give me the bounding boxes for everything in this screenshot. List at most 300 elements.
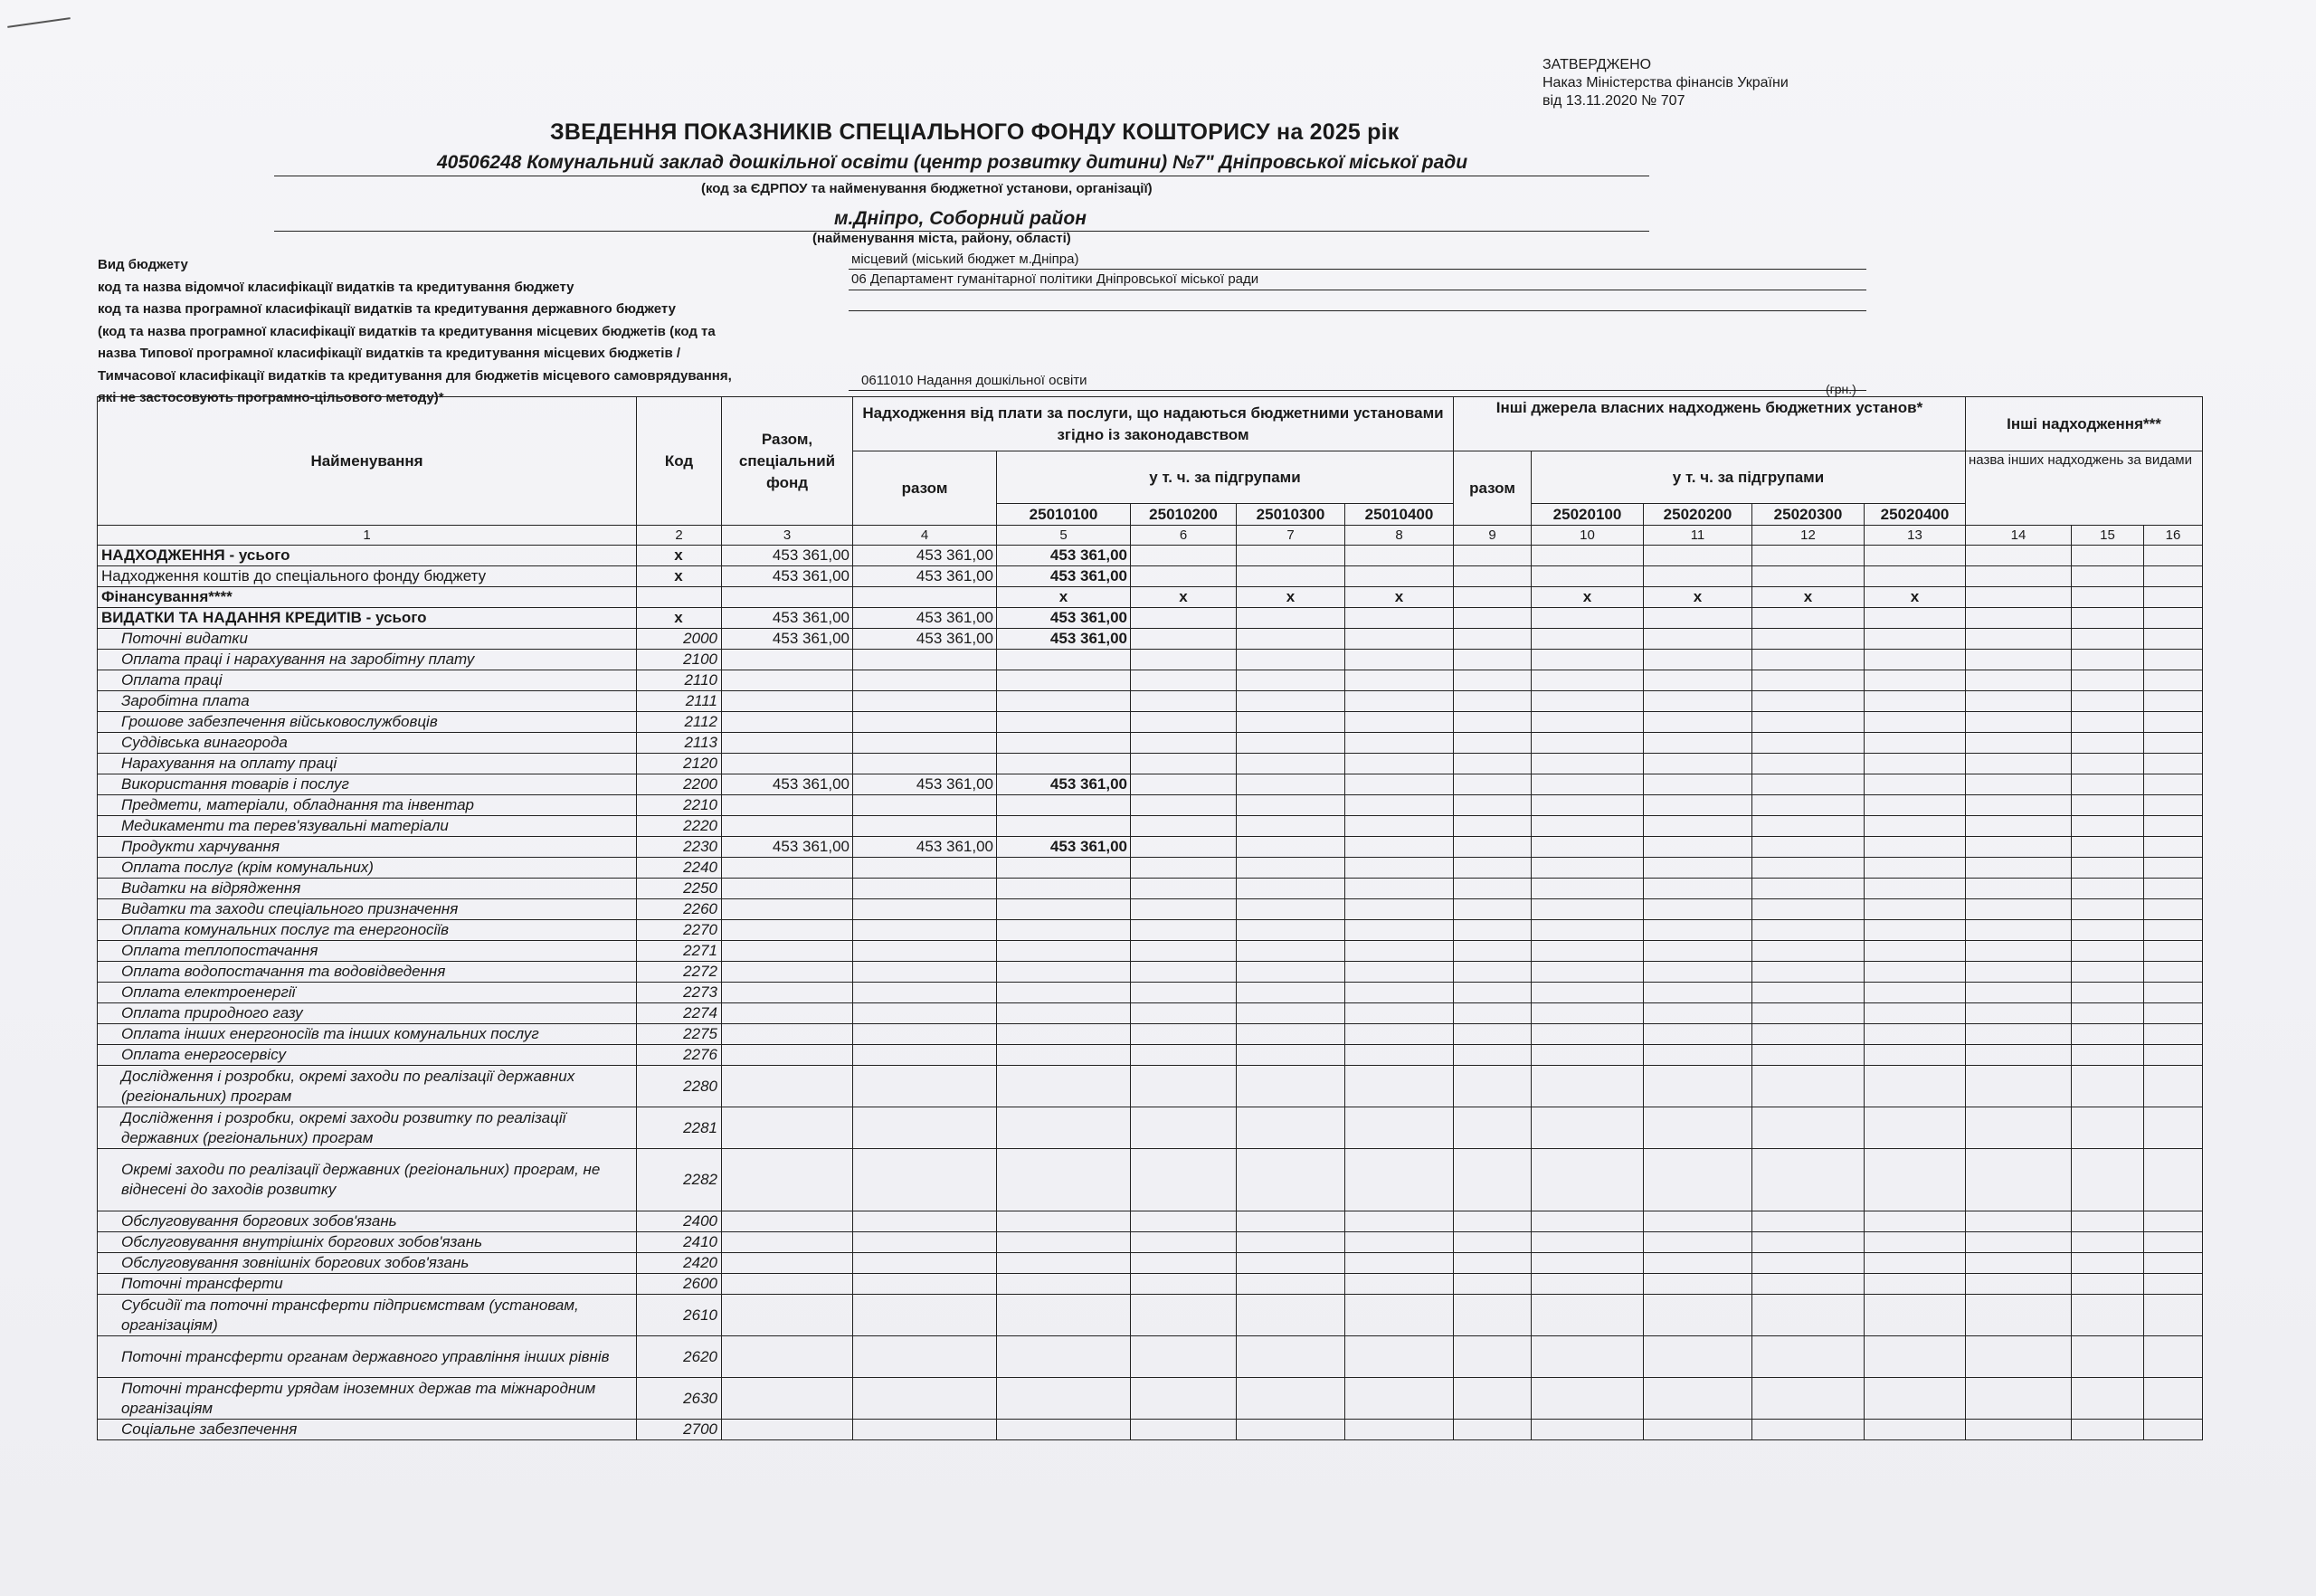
row-name: Окремі заходи по реалізації державних (регіональних) програм, не віднесені до заходів розвитку <box>98 1149 637 1211</box>
column-number-9: 9 <box>1454 526 1532 546</box>
row-cell <box>2072 650 2144 670</box>
row-name: Оплата електроенергії <box>98 983 637 1003</box>
row-cell <box>1966 941 2072 962</box>
row-name: Дослідження і розробки, окремі заходи розвитку по реалізації державних (регіональних) програм <box>98 1107 637 1149</box>
row-cell <box>1752 1024 1865 1045</box>
row-cell <box>1966 1253 2072 1274</box>
row-cell <box>1237 1232 1345 1253</box>
row-total-special <box>722 1024 853 1045</box>
city-caption: (найменування міста, району, області) <box>812 231 1071 246</box>
row-cell <box>1131 712 1237 733</box>
row-cell <box>1237 1420 1345 1440</box>
row-total-special <box>722 1378 853 1420</box>
column-number-13: 13 <box>1865 526 1966 546</box>
label-program-local-1: (код та назва програмної класифікації видатків та кредитування місцевих бюджетів (код та <box>98 323 716 339</box>
row-code-25010100 <box>997 1420 1131 1440</box>
row-code: 2230 <box>637 837 722 858</box>
row-name: Оплата природного газу <box>98 1003 637 1024</box>
row-cell <box>1966 754 2072 774</box>
row-services-subtotal <box>853 1295 997 1336</box>
table-row <box>98 1003 2203 1024</box>
row-cell <box>1966 1211 2072 1232</box>
column-number-10: 10 <box>1532 526 1644 546</box>
row-cell <box>1454 1211 1532 1232</box>
row-cell <box>1237 733 1345 754</box>
row-cell <box>1237 1336 1345 1378</box>
row-cell <box>1966 1336 2072 1378</box>
row-cell <box>1752 566 1865 587</box>
table-row <box>98 837 2203 858</box>
row-cell <box>1644 1045 1752 1066</box>
table-row <box>98 1107 2203 1149</box>
row-cell <box>1131 837 1237 858</box>
classification-labels <box>98 254 732 410</box>
row-cell <box>1966 837 2072 858</box>
table-row <box>98 795 2203 816</box>
row-code: 2120 <box>637 754 722 774</box>
table-row <box>98 899 2203 920</box>
row-cell <box>1345 983 1454 1003</box>
row-cell <box>2144 712 2203 733</box>
row-total-special <box>722 983 853 1003</box>
row-cell <box>1752 1149 1865 1211</box>
row-cell <box>1966 1149 2072 1211</box>
approval-line-1: ЗАТВЕРДЖЕНО <box>1542 57 1652 72</box>
row-cell <box>1966 774 2072 795</box>
row-name: Оплата інших енергоносіїв та інших комунальних послуг <box>98 1024 637 1045</box>
row-cell <box>1532 983 1644 1003</box>
table-row <box>98 691 2203 712</box>
row-cell <box>1454 608 1532 629</box>
row-cell <box>1752 774 1865 795</box>
row-name: Поточні трансферти органам державного управління інших рівнів <box>98 1336 637 1378</box>
row-cell <box>1532 1149 1644 1211</box>
row-cell <box>1454 983 1532 1003</box>
row-cell: х <box>1752 587 1865 608</box>
row-cell <box>1966 1003 2072 1024</box>
row-cell <box>1644 670 1752 691</box>
row-cell: х <box>1865 587 1966 608</box>
row-cell <box>1532 941 1644 962</box>
row-cell <box>1237 1024 1345 1045</box>
row-cell <box>2144 983 2203 1003</box>
row-name: Оплата праці і нарахування на заробітну плату <box>98 650 637 670</box>
row-cell <box>1644 650 1752 670</box>
row-cell <box>1454 587 1532 608</box>
row-code-25010100 <box>997 691 1131 712</box>
row-cell <box>1345 629 1454 650</box>
row-cell <box>1454 1045 1532 1066</box>
header-code-25020300: 25020300 <box>1752 504 1865 526</box>
row-cell <box>1865 962 1966 983</box>
row-cell <box>2144 1253 2203 1274</box>
row-cell <box>2072 754 2144 774</box>
row-cell <box>2144 1003 2203 1024</box>
row-cell <box>1644 858 1752 879</box>
row-services-subtotal: 453 361,00 <box>853 629 997 650</box>
row-name: Поточні трансферти урядам іноземних держав та міжнародним організаціям <box>98 1378 637 1420</box>
row-code: 2271 <box>637 941 722 962</box>
row-cell <box>1865 546 1966 566</box>
header-code-25010200: 25010200 <box>1131 504 1237 526</box>
row-total-special <box>722 733 853 754</box>
row-cell <box>1532 774 1644 795</box>
row-total-special <box>722 962 853 983</box>
row-code-25010100 <box>997 795 1131 816</box>
table-row <box>98 1149 2203 1211</box>
row-cell <box>1865 1211 1966 1232</box>
row-cell <box>1752 941 1865 962</box>
row-cell <box>1131 650 1237 670</box>
row-total-special <box>722 941 853 962</box>
row-cell <box>1454 941 1532 962</box>
row-services-subtotal <box>853 1045 997 1066</box>
row-code-25010100 <box>997 1003 1131 1024</box>
row-cell <box>1966 670 2072 691</box>
header-code-25020400: 25020400 <box>1865 504 1966 526</box>
row-cell <box>1966 608 2072 629</box>
row-cell <box>1865 566 1966 587</box>
table-row <box>98 774 2203 795</box>
row-cell <box>1237 1211 1345 1232</box>
row-cell <box>1752 962 1865 983</box>
row-code: 2620 <box>637 1336 722 1378</box>
row-cell <box>2072 1024 2144 1045</box>
row-cell <box>1966 629 2072 650</box>
row-cell <box>1966 920 2072 941</box>
row-name: Надходження коштів до спеціального фонду бюджету <box>98 566 637 587</box>
row-cell <box>1865 941 1966 962</box>
row-total-special <box>722 1045 853 1066</box>
row-cell <box>1644 837 1752 858</box>
row-code: 2600 <box>637 1274 722 1295</box>
department-value: 06 Департамент гуманітарної політики Дніпровської міської ради <box>851 271 1259 287</box>
table-row <box>98 754 2203 774</box>
row-cell <box>1131 1024 1237 1045</box>
row-cell <box>1454 1378 1532 1420</box>
row-cell <box>1644 774 1752 795</box>
row-cell <box>2144 546 2203 566</box>
row-cell <box>1644 608 1752 629</box>
row-cell <box>1644 1295 1752 1336</box>
row-cell <box>1131 941 1237 962</box>
header-code-25010300: 25010300 <box>1237 504 1345 526</box>
row-cell <box>1532 816 1644 837</box>
row-cell <box>1345 1024 1454 1045</box>
row-cell <box>1454 858 1532 879</box>
row-cell <box>1237 1045 1345 1066</box>
row-cell <box>1345 1211 1454 1232</box>
row-cell <box>1966 962 2072 983</box>
row-code: 2282 <box>637 1149 722 1211</box>
row-code: 2260 <box>637 899 722 920</box>
row-cell <box>1966 650 2072 670</box>
row-cell <box>1865 754 1966 774</box>
row-cell <box>1237 941 1345 962</box>
row-services-subtotal <box>853 858 997 879</box>
row-cell <box>2072 608 2144 629</box>
row-cell <box>1345 670 1454 691</box>
row-cell <box>2072 691 2144 712</box>
row-cell <box>1644 733 1752 754</box>
row-cell <box>1644 712 1752 733</box>
row-services-subtotal <box>853 1149 997 1211</box>
row-cell <box>1345 920 1454 941</box>
row-cell <box>1454 1420 1532 1440</box>
row-services-subtotal <box>853 1336 997 1378</box>
row-code: 2276 <box>637 1045 722 1066</box>
row-cell <box>1966 1274 2072 1295</box>
row-cell <box>1345 816 1454 837</box>
row-cell <box>1131 546 1237 566</box>
row-cell <box>1644 1232 1752 1253</box>
column-number-4: 4 <box>853 526 997 546</box>
row-cell <box>1966 733 2072 754</box>
row-name: Соціальне забезпечення <box>98 1420 637 1440</box>
row-cell <box>2072 962 2144 983</box>
row-cell <box>1237 962 1345 983</box>
row-total-special: 453 361,00 <box>722 629 853 650</box>
row-total-special <box>722 1149 853 1211</box>
row-services-subtotal: 453 361,00 <box>853 837 997 858</box>
row-cell <box>1454 1003 1532 1024</box>
row-cell <box>1532 754 1644 774</box>
row-total-special: 453 361,00 <box>722 774 853 795</box>
row-cell <box>1644 754 1752 774</box>
row-cell <box>1237 712 1345 733</box>
row-cell <box>1237 899 1345 920</box>
row-cell <box>1454 650 1532 670</box>
row-cell <box>1345 941 1454 962</box>
row-cell <box>1532 1295 1644 1336</box>
header-group-own-revenues: Інші джерела власних надходжень бюджетних установ* <box>1454 397 1966 451</box>
row-cell <box>1237 1107 1345 1149</box>
row-name: Продукти харчування <box>98 837 637 858</box>
row-cell <box>1454 691 1532 712</box>
row-cell <box>2072 795 2144 816</box>
row-cell <box>1237 566 1345 587</box>
header-code-25010100: 25010100 <box>997 504 1131 526</box>
column-number-5: 5 <box>997 526 1131 546</box>
header-subgroups-1: у т. ч. за підгрупами <box>997 451 1454 504</box>
row-code-25010100: 453 361,00 <box>997 566 1131 587</box>
row-cell <box>1865 712 1966 733</box>
row-cell <box>2072 566 2144 587</box>
row-cell <box>1131 983 1237 1003</box>
row-cell <box>2144 1045 2203 1066</box>
row-cell <box>1131 733 1237 754</box>
row-cell <box>1131 566 1237 587</box>
row-cell <box>1644 1336 1752 1378</box>
row-cell <box>1966 566 2072 587</box>
row-cell <box>1345 774 1454 795</box>
row-cell <box>1532 733 1644 754</box>
row-total-special: 453 361,00 <box>722 837 853 858</box>
row-cell <box>1752 983 1865 1003</box>
row-cell <box>1532 858 1644 879</box>
row-total-special <box>722 1295 853 1336</box>
row-cell <box>1454 879 1532 899</box>
row-total-special <box>722 1232 853 1253</box>
column-number-6: 6 <box>1131 526 1237 546</box>
row-cell <box>1752 691 1865 712</box>
column-number-1: 1 <box>98 526 637 546</box>
table-row <box>98 650 2203 670</box>
row-code: 2111 <box>637 691 722 712</box>
table-row <box>98 962 2203 983</box>
column-number-14: 14 <box>1966 526 2072 546</box>
row-services-subtotal <box>853 941 997 962</box>
row-cell <box>1865 1378 1966 1420</box>
header-code-25020100: 25020100 <box>1532 504 1644 526</box>
row-cell <box>1644 1003 1752 1024</box>
row-cell <box>2144 837 2203 858</box>
program-state-underline <box>849 310 1866 311</box>
row-cell <box>1532 629 1644 650</box>
row-total-special <box>722 650 853 670</box>
row-cell <box>1454 1253 1532 1274</box>
row-cell <box>2072 816 2144 837</box>
row-cell <box>1752 795 1865 816</box>
row-cell: х <box>1131 587 1237 608</box>
row-cell <box>2144 795 2203 816</box>
row-services-subtotal <box>853 1107 997 1149</box>
row-services-subtotal: 453 361,00 <box>853 608 997 629</box>
row-cell <box>1345 962 1454 983</box>
row-cell <box>1345 879 1454 899</box>
row-code-25010100 <box>997 650 1131 670</box>
row-cell <box>1454 774 1532 795</box>
row-cell <box>2144 879 2203 899</box>
row-cell <box>1454 1149 1532 1211</box>
row-cell <box>1865 879 1966 899</box>
row-cell <box>1865 1336 1966 1378</box>
row-cell <box>1237 858 1345 879</box>
row-cell <box>1752 1066 1865 1107</box>
row-cell <box>1966 691 2072 712</box>
row-cell <box>1752 1253 1865 1274</box>
row-cell <box>1131 1378 1237 1420</box>
row-cell <box>2072 733 2144 754</box>
row-cell <box>1532 712 1644 733</box>
row-cell <box>1966 546 2072 566</box>
row-cell <box>1966 899 2072 920</box>
row-cell <box>1131 899 1237 920</box>
row-cell <box>1532 920 1644 941</box>
row-code-25010100 <box>997 1211 1131 1232</box>
row-cell <box>1966 858 2072 879</box>
row-cell <box>1865 1066 1966 1107</box>
row-code: 2240 <box>637 858 722 879</box>
row-total-special: 453 361,00 <box>722 566 853 587</box>
row-cell <box>2072 1253 2144 1274</box>
header-subtotal-2: разом <box>1454 451 1532 526</box>
row-services-subtotal <box>853 1003 997 1024</box>
row-cell <box>1131 962 1237 983</box>
row-cell <box>1752 754 1865 774</box>
row-cell <box>1131 629 1237 650</box>
row-total-special <box>722 1003 853 1024</box>
row-cell <box>2144 1232 2203 1253</box>
row-cell <box>1237 920 1345 941</box>
row-cell <box>1345 691 1454 712</box>
row-cell <box>2144 1211 2203 1232</box>
row-cell <box>1532 546 1644 566</box>
row-code-25010100 <box>997 983 1131 1003</box>
header-subtotal-1: разом <box>853 451 997 526</box>
row-name: Поточні видатки <box>98 629 637 650</box>
currency-label: (грн.) <box>1826 382 1856 396</box>
row-cell <box>1865 1149 1966 1211</box>
institution-name: 40506248 Комунальний заклад дошкільної освіти (центр розвитку дитини) №7" Дніпровської міської ради <box>437 152 1468 173</box>
header-group-services: Надходження від плати за послуги, що надаються бюджетними установами згідно із законодавством <box>853 397 1454 451</box>
pen-mark <box>7 17 71 28</box>
row-services-subtotal: 453 361,00 <box>853 774 997 795</box>
row-cell <box>2144 1024 2203 1045</box>
row-cell <box>1237 608 1345 629</box>
row-code-25010100: 453 361,00 <box>997 774 1131 795</box>
row-name: Оплата праці <box>98 670 637 691</box>
row-cell <box>1752 837 1865 858</box>
row-name: Оплата комунальних послуг та енергоносіїв <box>98 920 637 941</box>
row-cell <box>1237 670 1345 691</box>
row-cell <box>1865 816 1966 837</box>
column-number-12: 12 <box>1752 526 1865 546</box>
row-cell <box>1237 691 1345 712</box>
header-total-special: Разом, спеціальний фонд <box>722 397 853 526</box>
row-cell <box>2144 1378 2203 1420</box>
table-row <box>98 670 2203 691</box>
row-cell <box>1345 546 1454 566</box>
row-cell <box>2072 1045 2144 1066</box>
row-cell <box>1644 566 1752 587</box>
row-cell <box>1532 1003 1644 1024</box>
approval-line-3: від 13.11.2020 № 707 <box>1542 93 1685 109</box>
row-cell <box>1454 1232 1532 1253</box>
row-services-subtotal <box>853 983 997 1003</box>
table-row <box>98 1024 2203 1045</box>
row-cell <box>1752 650 1865 670</box>
row-cell <box>1345 1066 1454 1107</box>
row-cell <box>2072 670 2144 691</box>
row-cell <box>1345 712 1454 733</box>
row-name: Поточні трансферти <box>98 1274 637 1295</box>
row-code: х <box>637 608 722 629</box>
row-services-subtotal <box>853 1024 997 1045</box>
row-cell <box>1454 1066 1532 1107</box>
table-row <box>98 816 2203 837</box>
row-cell <box>2144 962 2203 983</box>
label-budget-type: Вид бюджету <box>98 257 188 272</box>
row-code: 2274 <box>637 1003 722 1024</box>
row-cell <box>1865 1024 1966 1045</box>
table-row <box>98 566 2203 587</box>
row-cell <box>1752 816 1865 837</box>
city-name: м.Дніпро, Соборний район <box>834 208 1087 229</box>
row-cell <box>1345 754 1454 774</box>
row-cell: х <box>1644 587 1752 608</box>
label-departmental: код та назва відомчої класифікації видатків та кредитування бюджету <box>98 279 574 295</box>
row-cell <box>1454 546 1532 566</box>
row-cell <box>1532 1274 1644 1295</box>
row-cell <box>1865 1295 1966 1336</box>
row-code-25010100 <box>997 754 1131 774</box>
row-cell <box>1237 754 1345 774</box>
row-cell <box>2072 1149 2144 1211</box>
row-code-25010100 <box>997 1378 1131 1420</box>
table-row <box>98 941 2203 962</box>
row-cell <box>2072 712 2144 733</box>
